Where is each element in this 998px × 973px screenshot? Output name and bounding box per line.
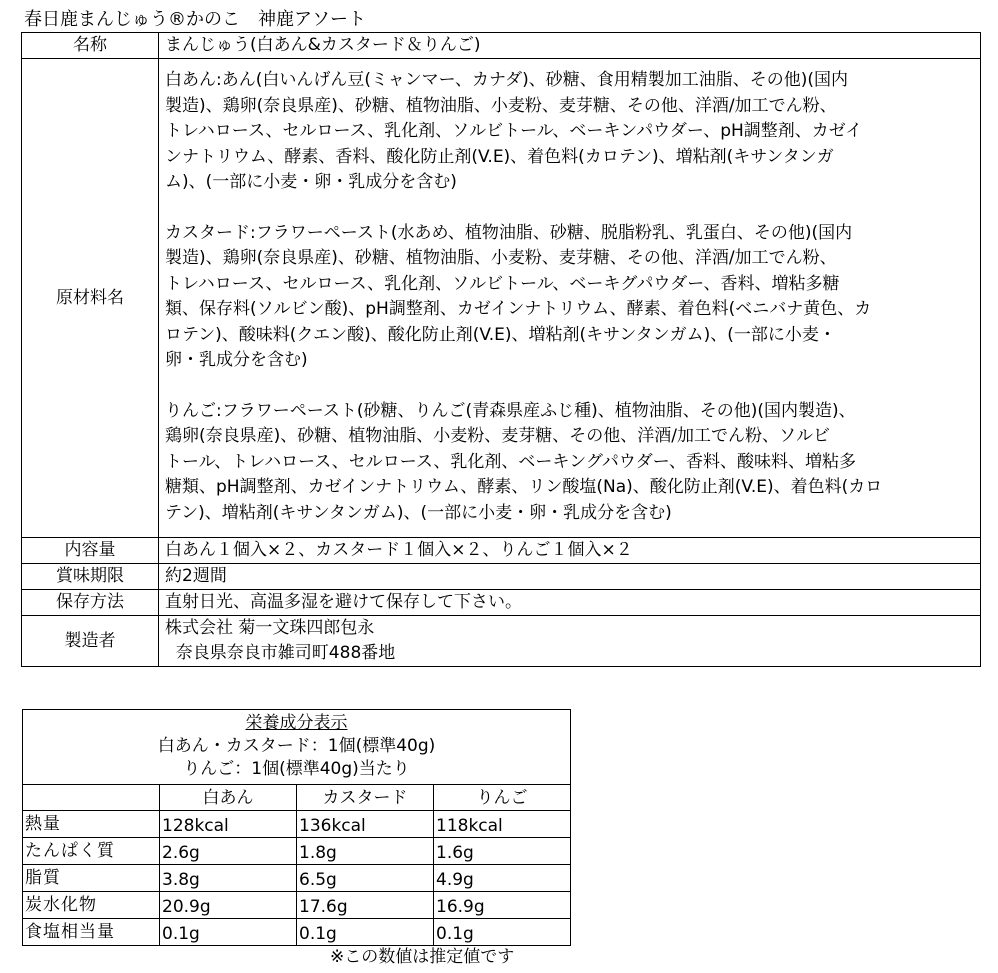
nutrient-label: 食塩相当量	[23, 919, 160, 946]
nutrition-subtitle-1: 白あん・カスタード：1個(標準40g)	[157, 736, 436, 756]
manufacturer-value	[159, 616, 981, 667]
column-header-apple: りんご	[434, 785, 571, 811]
column-header-shiroan: 白あん	[160, 785, 297, 811]
ingredients-value	[159, 59, 981, 538]
nutrition-table	[22, 709, 571, 946]
manufacturer-row	[22, 616, 981, 667]
best-before-value: 約2週間	[159, 564, 981, 590]
nutrient-label: 熱量	[23, 811, 160, 838]
nutrient-value: 20.9g	[160, 892, 297, 919]
name-value: まんじゅう(白あん&カスタード＆りんご)	[159, 33, 981, 59]
storage-label: 保存方法	[22, 590, 159, 616]
manufacturer-address: 奈良県奈良市雑司町488番地	[165, 643, 396, 663]
nutrient-value: 128kcal	[160, 811, 297, 838]
ingredients-label: 原材料名	[22, 59, 159, 538]
product-title: 春日鹿まんじゅう®かのこ 神鹿アソート	[24, 9, 366, 30]
nutrition-row-protein	[23, 838, 571, 865]
contents-label: 内容量	[22, 538, 159, 564]
ingredients-apple: りんご:フラワーペースト(砂糖、りんご(青森県産ふじ種)、植物油脂、その他)(国内製造)、 鶏卵(奈良県産)、砂糖、植物油脂、小麦粉、麦芽糖、その他、洋酒/加工でん粉、ソルビ トール、トレハロース、セルロース、乳化剤、ベーキングパウダー、香料、酸味料、増粘多 糖類、pH調整剤、カゼインナトリウム、酵素、リン酸塩(Na)、酸化防止剤(V.E)、着色料(カロ テン)、増粘剤(キサンタンガム)、(一部に小麦・卵・乳成分を含む)	[165, 400, 883, 523]
storage-row	[22, 590, 981, 616]
nutrient-value: 3.8g	[160, 865, 297, 892]
ingredients-shiroan: 白あん:あん(白いんげん豆(ミャンマー、カナダ)、砂糖、食用精製加工油脂、その他)(国内 製造)、鶏卵(奈良県産)、砂糖、植物油脂、小麦粉、麦芽糖、その他、洋酒/加工でん粉、 トレハロース、セルロース、乳化剤、ソルビトール、ベーキンパウダー、pH調整剤、カゼイ ンナトリウム、酵素、香料、酸化防止剤(V.E)、着色料(カロテン)、増粘剤(キサンタンガ ム)、(一部に小麦・卵・乳成分を含む)	[165, 70, 863, 192]
nutrient-value: 136kcal	[297, 811, 434, 838]
nutrient-label: たんぱく質	[23, 838, 160, 865]
nutrition-subtitle-2: りんご：1個(標準40g)当たり	[183, 759, 410, 779]
nutrient-value: 1.6g	[434, 838, 571, 865]
nutrient-value: 0.1g	[434, 919, 571, 946]
storage-value: 直射日光、高温多湿を避けて保存して下さい。	[159, 590, 981, 616]
name-row	[22, 33, 981, 59]
nutrient-label: 脂質	[23, 865, 160, 892]
nutrient-value: 0.1g	[160, 919, 297, 946]
ingredients-custard: カスタード:フラワーペースト(水あめ、植物油脂、砂糖、脱脂粉乳、乳蛋白、その他)(国内 製造)、鶏卵(奈良県産)、砂糖、植物油脂、小麦粉、麦芽糖、その他、洋酒/加工でん粉、 トレハロース、セルロース、乳化剤、ソルビトール、ベーキグパウダー、香料、増粘多糖 類、保存料(ソルビン酸)、pH調整剤、カゼインナトリウム、酵素、着色料(ベニバナ黄色、カ ロテン)、酸味料(クエン酸)、酸化防止剤(V.E)、増粘剤(キサンタンガム)、(一部に小麦・ 卵・乳成分を含む)	[165, 222, 872, 370]
nutrient-value: 6.5g	[297, 865, 434, 892]
name-label: 名称	[22, 33, 159, 59]
nutrition-header	[23, 710, 571, 785]
contents-row	[22, 538, 981, 564]
nutrition-row-salt	[23, 919, 571, 946]
nutrient-value: 2.6g	[160, 838, 297, 865]
manufacturer-company: 株式会社 菊一文珠四郎包永	[165, 618, 375, 638]
nutrient-label: 炭水化物	[23, 892, 160, 919]
nutrient-value: 16.9g	[434, 892, 571, 919]
nutrient-value: 118kcal	[434, 811, 571, 838]
estimate-note: ※この数値は推定値です	[330, 947, 515, 967]
best-before-label: 賞味期限	[22, 564, 159, 590]
nutrient-value: 0.1g	[297, 919, 434, 946]
nutrition-title: 栄養成分表示	[245, 713, 348, 733]
manufacturer-label: 製造者	[22, 616, 159, 667]
nutrient-value: 4.9g	[434, 865, 571, 892]
nutrition-row-fat	[23, 865, 571, 892]
nutrient-value: 1.8g	[297, 838, 434, 865]
best-before-row	[22, 564, 981, 590]
column-header-custard: カスタード	[297, 785, 434, 811]
nutrition-column-headers	[23, 785, 571, 811]
ingredients-row	[22, 59, 981, 538]
nutrient-value: 17.6g	[297, 892, 434, 919]
contents-value: 白あん１個入×２、カスタード１個入×２、りんご１個入×２	[159, 538, 981, 564]
nutrition-row-carbohydrate	[23, 892, 571, 919]
food-label-table	[21, 32, 981, 667]
nutrition-row-energy	[23, 811, 571, 838]
nutrition-corner-cell	[23, 785, 160, 811]
